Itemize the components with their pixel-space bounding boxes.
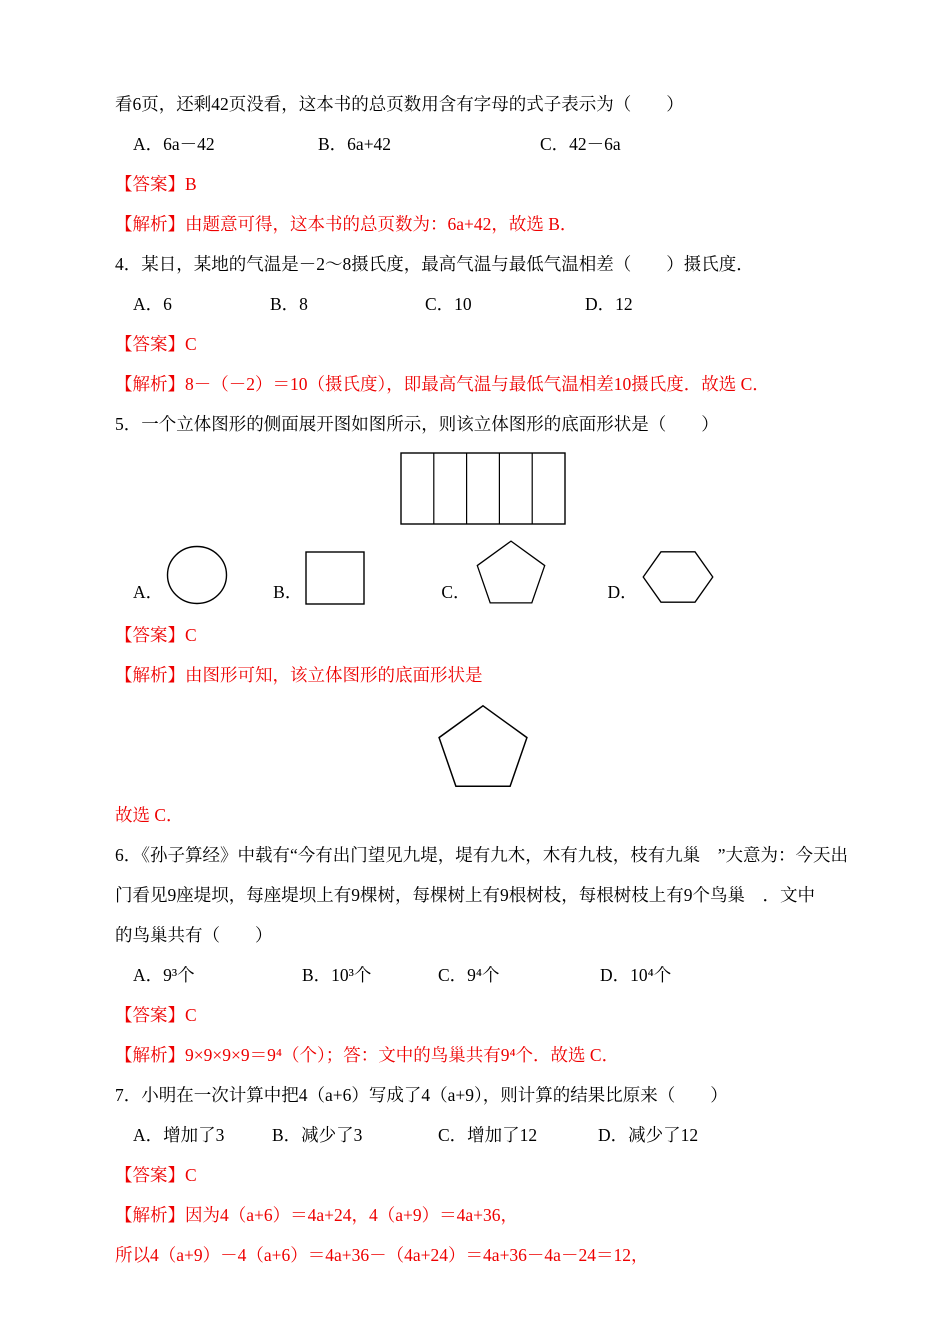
q7-analysis-line-1: 【解析】因为4（a+6）＝4a+24，4（a+9）＝4a+36， [115,1205,519,1225]
q6-stem-line-2: 门看见9座堤坝，每座堤坝上有9棵树，每棵树上有9根树枝，每根树枝上有9个鸟巢 ．文中 [115,885,815,905]
q3-option-b: B．6a+42 [318,134,392,154]
q5-option-c-label: C． [441,582,471,602]
analysis-pentagon-shape [435,703,531,789]
q3-options-row [115,132,850,157]
q7-option-b: B．减少了3 [272,1125,363,1145]
q4-option-d: D．12 [585,294,633,314]
pentagon-shape [474,539,548,605]
q7-option-c: C．增加了12 [438,1125,538,1145]
q4-answer: 【答案】C [115,334,197,354]
q7-stem: 7．小明在一次计算中把4（a+6）写成了4（a+9），则计算的结果比原来（ ） [115,1085,728,1105]
q5-analysis-suffix: 故选 C． [115,805,184,825]
q5-shape-options-row [115,539,850,605]
q6-option-b: B．10³个 [302,965,372,985]
q7-option-a: A．增加了3 [133,1125,225,1145]
q6-answer: 【答案】C [115,1005,197,1025]
q7-analysis-line-2: 所以4（a+9）－4（a+6）＝4a+36－（4a+24）＝4a+36－4a－24＝12， [115,1245,649,1265]
q5-option-b-label: B． [273,582,303,602]
square-shape [305,551,365,605]
q5-stem: 5．一个立体图形的侧面展开图如图所示，则该立体图形的底面形状是（ ） [115,414,719,434]
q5-option-d [608,549,715,605]
circle-shape [166,545,228,605]
q5-option-a [133,545,273,605]
q3-option-a: A．6a－42 [133,134,215,154]
q3-option-c: C．42－6a [540,134,621,154]
q6-options-row [115,963,850,988]
q5-analysis-prefix: 【解析】由图形可知，该立体图形的底面形状是 [115,665,483,685]
q3-stem-tail: 看6页，还剩42页没看，这本书的总页数用含有字母的式子表示为（ ） [115,94,684,114]
q7-option-d: D．减少了12 [598,1125,699,1145]
q6-stem-line-1: 6．《孙子算经》中载有“今有出门望见九堤，堤有九木，木有九枝，枝有九巢 ”大意为：今天出 [115,845,849,865]
q5-option-c [441,539,607,605]
q5-option-d-label: D． [607,582,638,602]
q5-option-a-label: A． [133,582,164,602]
q7-options-row [115,1123,850,1148]
hexagon-shape [641,549,715,605]
q6-stem-line-3: 的鸟巢共有（ ） [115,925,273,945]
q4-stem: 4．某日，某地的气温是－2～8摄氏度，最高气温与最低气温相差（ ）摄氏度． [115,254,754,274]
q5-figure-container [115,452,850,525]
q4-analysis: 【解析】8－（－2）＝10（摄氏度），即最高气温与最低气温相差10摄氏度．故选 C． [115,374,770,394]
q6-option-a: A．9³个 [133,965,195,985]
q6-option-d: D．10⁴个 [600,965,672,985]
unfolded-lateral-surface-figure [400,452,566,525]
q4-option-c: C．10 [425,294,472,314]
q5-analysis-figure-container [115,703,850,789]
q5-option-b [273,551,441,605]
q5-answer: 【答案】C [115,625,197,645]
q4-options-row [115,292,850,317]
q7-answer: 【答案】C [115,1165,197,1185]
q6-analysis: 【解析】9×9×9×9＝9⁴（个）；答：文中的鸟巢共有9⁴个．故选 C． [115,1045,620,1065]
q3-analysis: 【解析】由题意可得，这本书的总页数为：6a+42，故选 B． [115,214,578,234]
q3-answer: 【答案】B [115,174,197,194]
q4-option-a: A．6 [133,294,172,314]
q4-option-b: B．8 [270,294,308,314]
q6-option-c: C．9⁴个 [438,965,500,985]
